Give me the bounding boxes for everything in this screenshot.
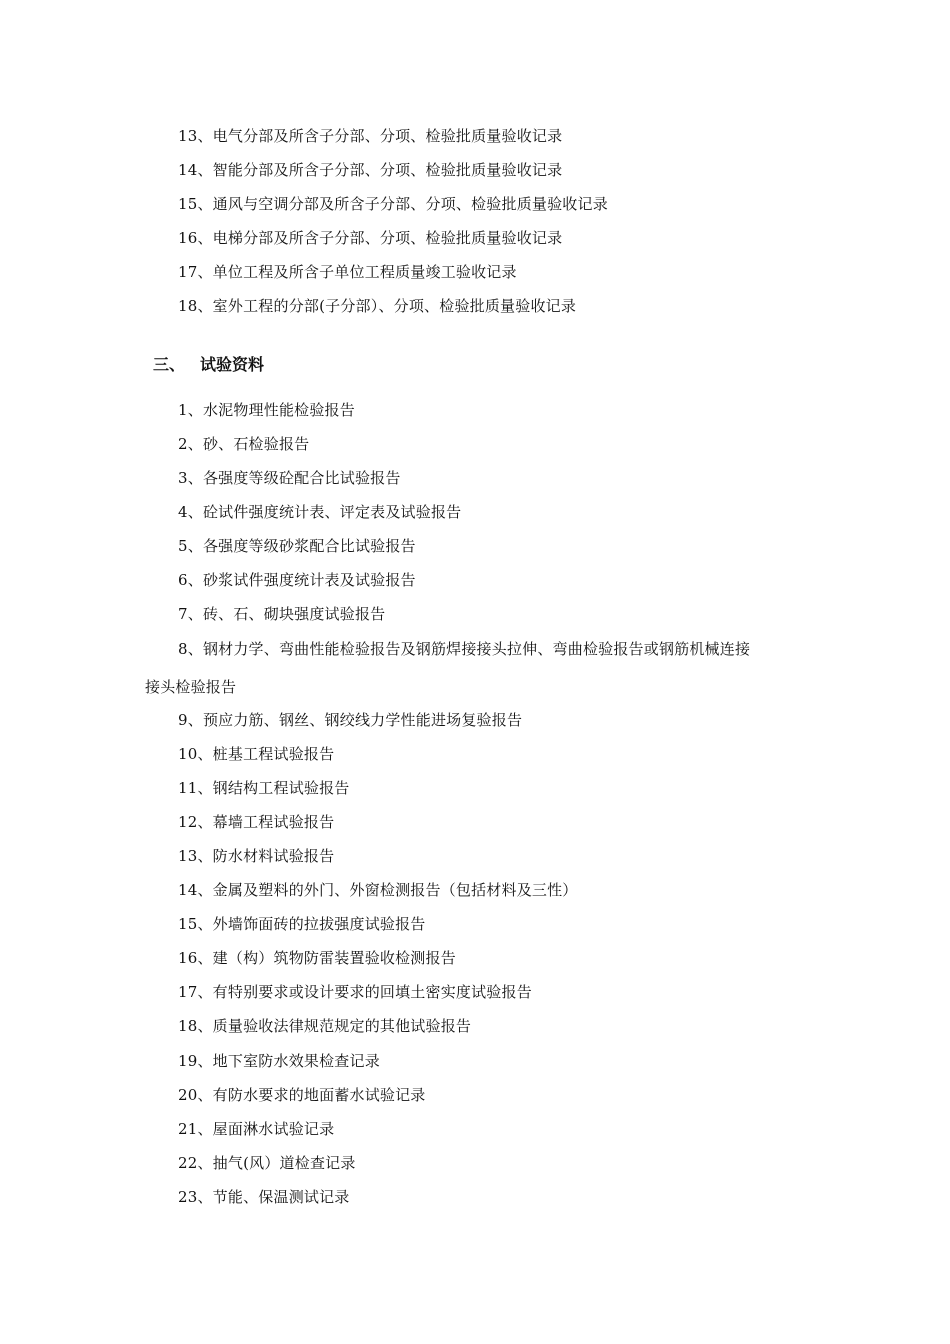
list-item: 15、外墙饰面砖的拉拔强度试验报告 <box>178 915 426 933</box>
section-number: 三、 <box>153 355 186 374</box>
list-item: 18、质量验收法律规范规定的其他试验报告 <box>178 1017 472 1035</box>
list-item: 10、桩基工程试验报告 <box>178 745 335 763</box>
list-item: 17、单位工程及所含子单位工程质量竣工验收记录 <box>178 263 517 281</box>
list-item: 20、有防水要求的地面蓄水试验记录 <box>178 1086 426 1104</box>
list-item: 21、屋面淋水试验记录 <box>178 1120 335 1138</box>
list-item: 13、电气分部及所含子分部、分项、检验批质量验收记录 <box>178 127 563 145</box>
list-item: 17、有特别要求或设计要求的回填土密实度试验报告 <box>178 983 532 1001</box>
list-item: 22、抽气(风）道检查记录 <box>178 1154 356 1172</box>
list-item: 13、防水材料试验报告 <box>178 847 335 865</box>
list-item: 3、各强度等级砼配合比试验报告 <box>178 469 401 487</box>
list-item-continuation: 接头检验报告 <box>145 678 237 696</box>
list-item: 18、室外工程的分部(子分部）、分项、检验批质量验收记录 <box>178 297 577 315</box>
list-item: 11、钢结构工程试验报告 <box>178 779 350 797</box>
list-item: 5、各强度等级砂浆配合比试验报告 <box>178 537 416 555</box>
list-item: 2、砂、石检验报告 <box>178 435 310 453</box>
list-item: 8、钢材力学、弯曲性能检验报告及钢筋焊接接头拉伸、弯曲检验报告或钢筋机械连接 <box>178 640 751 658</box>
list-item: 16、电梯分部及所含子分部、分项、检验批质量验收记录 <box>178 229 563 247</box>
list-item: 16、建（构）筑物防雷装置验收检测报告 <box>178 949 456 967</box>
list-item: 23、节能、保温测试记录 <box>178 1188 350 1206</box>
list-item: 7、砖、石、砌块强度试验报告 <box>178 605 386 623</box>
list-item: 12、幕墙工程试验报告 <box>178 813 335 831</box>
list-item: 1、水泥物理性能检验报告 <box>178 401 355 419</box>
list-item: 4、砼试件强度统计表、评定表及试验报告 <box>178 503 462 521</box>
section-heading <box>153 355 264 375</box>
section-title: 试验资料 <box>200 355 265 374</box>
list-item: 9、预应力筋、钢丝、钢绞线力学性能进场复验报告 <box>178 711 523 729</box>
list-item: 15、通风与空调分部及所含子分部、分项、检验批质量验收记录 <box>178 195 608 213</box>
list-item: 14、智能分部及所含子分部、分项、检验批质量验收记录 <box>178 161 563 179</box>
list-item: 14、金属及塑料的外门、外窗检测报告（包括材料及三性） <box>178 881 578 899</box>
list-item: 19、地下室防水效果检查记录 <box>178 1052 380 1070</box>
list-item: 6、砂浆试件强度统计表及试验报告 <box>178 571 416 589</box>
